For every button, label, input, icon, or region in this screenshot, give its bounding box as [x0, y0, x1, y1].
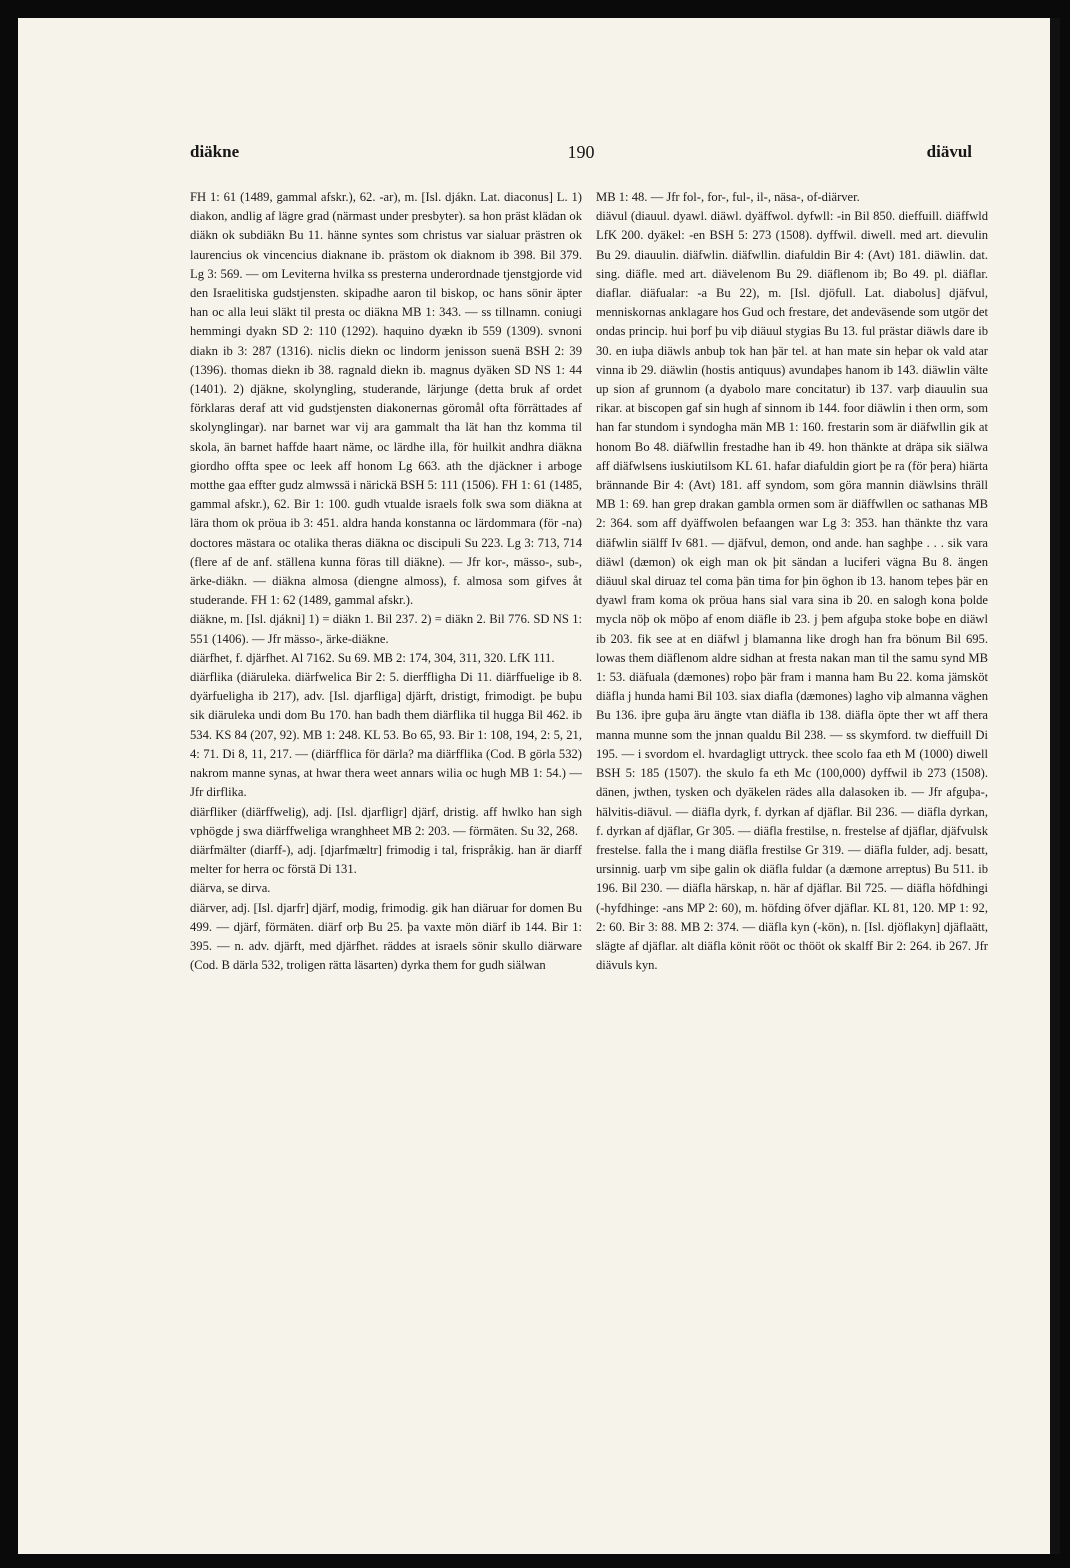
running-head-left: diäkne	[190, 142, 240, 161]
entry-diarver-continuation: MB 1: 48. — Jfr fol-, for-, ful-, il-, näsa-, of-diärver.	[596, 190, 860, 204]
page-edge-shadow	[1050, 18, 1060, 1554]
entry-diakn-continuation: FH 1: 61 (1489, gammal afskr.), 62. -ar), m. [Isl. djákn. Lat. diaconus] L. 1) diakon, andlig af lägre grad (närmast under presbyter). sa hon präst klädan ok diäkn ok subdiäkn Bu 11. hänne syntes som christus var sialuar prästren ok laurencius ok vincencius diaknane ib. prästom ok diaknom ib 398. Bil 379. Lg 3: 569. — om Leviterna hvilka ss presterna underordnade tjenstgjorde vid den Israelitiska gudstjensten. skipadhe aaron til biskop, oc hans sönir äpter han oc alla leui släkt til presta oc diäkna MB 1: 343. — ss tillnamn. coniugi hemmingi dyakn SD 2: 110 (1292). haquino dyækn ib 559 (1309). svnoni diakn ib 3: 287 (1316). niclis diekn oc lindorm jenisson suenä BSH 2: 39 (1396). thomas diekn ib 38. ragnald diekn ib. magnus dyäken SD NS 1: 44 (1401). 2) djäkne, skolyngling, studerande, lärjunge (detta bruk af ordet förklaras deraf att vid gudstjensten diakonernas göromål ofta förrättades af skolynglingar). nar barnet war vij ara gammalt tha lät han thz komma til skola, än barnet haffde haart näme, oc lärdhe illa, för huilkit andhra diäkna giordho offta spee oc leek aff honom Lg 663. ath the djäckner i arboge motthe gaa effter gudz almwssä i närickä BSH 5: 111 (1506). FH 1: 61 (1485, gammal afskr.), 62. Bir 1: 100. gudh vtualde israels folk swa som diäkna at lära thom ok pröua ib 3: 451. aldra handa konstanna oc lärdommara (för -na) doctores mästara oc otalika theras diäkna oc discipuli Su 223. Lg 3: 713, 714 (flere af de anf. ställena kunna föras till diäkne). — Jfr kor-, mässo-, sub-, ärke-diäkn. — diäkna almosa (diengne almoss), f. almosa som gifves åt studerande. FH 1: 62 (1489, gammal afskr.).	[190, 190, 582, 608]
entry-diakne: diäkne, m. [Isl. djákni] 1) = diäkn 1. Bil 237. 2) = diäkn 2. Bil 776. SD NS 1: 551 (1406). — Jfr mässo-, ärke-diäkne.	[190, 612, 582, 646]
page-header	[190, 142, 972, 172]
entry-diarva: diärva, se dirva.	[190, 881, 271, 896]
right-column	[596, 188, 988, 1403]
entry-diarfliker: diärfliker (diärffwelig), adj. [Isl. djarfligr] djärf, dristig. aff hwlko han sigh vphögde j swa diärffweliga wranghheet MB 2: 203. — förmäten. Su 32, 268.	[190, 804, 582, 838]
entry-diarflika: diärflika (diäruleka. diärfwelica Bir 2: 5. dierffligha Di 11. diärffuelige ib 8. dyärfueligha ib 217), adv. [Isl. djarfliga] djärft, dristigt, frimodigt. þe buþu sik diäruleka undi dom Bu 170. han badh them diärflika til hugga Bil 462. ib 534. KS 84 (207, 92). MB 1: 248. KL 53. Bo 65, 93. Bir 1: 108, 194, 2: 5, 21, 4: 71. Di 8, 11, 217. — (diärfflica för därla? ma diärfflika (Cod. B görla 532) nakrom manne synas, at hwar thera weet annars wilia oc hugh MB 1: 54.) — Jfr dirflika.	[190, 670, 582, 800]
entry-diavul: diävul (diauul. dyawl. diäwl. dyäffwol. dyfwll: -in Bil 850. dieffuill. diäffwld LfK 200. dyäkel: -en BSH 5: 273 (1508). dyffwil. diwell. med art. dievulin Bu 29. diauulin. diäfwlin. diäfwllin. diafuldin Bir 4: (Avt) 181. diäwlin. dat. sing. diäfle. med art. diävelenom Bu 29. diäflenom ib; Bo 49. pl. diäflar. diaflar. diäfualar: -a Bu 22), m. [Isl. djöfull. Lat. diabolus] djäfvul, menniskornas anklagare hos Gud och frestare, det andeväsende som utgör det ondas princip. hui þorf þu viþ diäuul stygias Bu 13. ful prästar diäwls dare ib 30. en iuþa diäwls anbuþ tok han þär tel. at han mate sin heþar ok vald atar vinna ib 29. diäwlin (hostis antiquus) avundaþes hanom ib 143. diäwlin välte up sion af grunnom (a dyabolo mare concitatur) ib 137. varþ diauulin sua rikar. at biscopen gaf sin hugh af sinnom ib 144. foor diäwlin i then orm, som han far stundom i syndogha män MB 1: 160. frestarin som är diäfwllin gik at honom Bo 48. diäfwllin frestadhe han ib 49. hon thänkte at dräpa sik siälwa aff diäfwlsens iuskiutilsom KL 61. hafar diafuldin giort þe ra (för þera) hiärta brännande Bir 4: (Avt) 181. aff syndom, som göra mannin diäwlsins thräll MB 1: 69. han grep drakan gambla ormen som är diäffwllen oc sathanas MB 2: 364. som aff dyäffwolen befaangen war Lg 3: 353. han thänkte thz vara diäfwlin siälff Iv 681. — djäfvul, demon, ond ande. han saghþe . . . sik vara diäwl (dæmon) ok eigh man ok þit sändan a luciferi vägna Bu 8. ängen diäuul skal diruaz tel coma þän tima for þin öghon ib 13. hanom teþes þär en dyawl fram koma ok pröua hans sial vara sina ib 20. en salogh kona þolde mycla nöþ ok möþo af enom diäfle ib 23. j þem afguþa stoke boþe en diäwl ib 203. fik see at en diäfwl j blamanna like drogh han fra bönum Bil 695. lowas them diäflenom aldre sidhan at fresta nakan man til the samu synd MB 1: 53. diäfuala (dæmones) roþo þär fram i manna ham Bu 22. koma jämsköt diäfla j hunda hami Bil 103. siax diafla (dæmones) lagho viþ almanna väghen Bu 136. iþre guþa äru ängte vtan diäfla ib 138. diäfla öpte ther wt aff thera manna munne som the jnnan qualdu Bil 238. — ss skymford. tw dieffuill Di 195. — i svordom el. hvardagligt uttryck. thee scolo faa eth M (1000) diwell BSH 5: 185 (1507). the skulo fa eth Mc (100,000) dyffwil ib 273 (1508). dänen, jwthen, tysken och dyäkelen rädes alla dalasoken ib. — Jfr afguþa-, hälvitis-diävul. — diäfla dyrk, f. dyrkan af djäflar. Bil 236. — diäfla dyrkan, f. dyrkan af djäflar, Gr 305. — diäfla frestilse, n. frestelse af djäflar, djäfvulsk frestelse. falla the i mang diäfla frestilse Gr 319. — diäfla fulder, adj. besatt, ursinnig. uarþ vm siþe galin ok diäfla fuldar (a dæmone arreptus) Bu 511. ib 196. Bil 230. — diäfla härskap, n. här af djäflar. Bil 725. — diäfla höfdhingi (-hyfdhinge: -ans MP 2: 60), m. höfding öfver djäflar. KL 81, 120. MP 1: 92, 2: 60. Bir 3: 88. MB 2: 374. — diäfla kyn (-kön), n. [Isl. djöflakyn] djäflaätt, slägte af djäflar. alt diäfla könit rööt oc thööt ok skalff Bir 2: 264. ib 267. Jfr diävuls kyn.	[596, 209, 988, 973]
left-column	[190, 188, 582, 1403]
page-number: 190	[567, 142, 595, 162]
dictionary-page	[18, 18, 1060, 1554]
entry-diarfmalter: diärfmälter (diarff-), adj. [djarfmæltr] frimodig i tal, frispråkig. han är diarff melter for herra oc förstä Di 131.	[190, 842, 582, 877]
entry-diarver: diärver, adj. [Isl. djarfr] djärf, modig, frimodig. gik han diäruar for domen Bu 499. — djärf, förmäten. diärf orþ Bu 25. þa vaxte mön diärf ib 144. Bir 1: 395. — n. adv. djärft, med djärfhet. räddes at israels sönir skullo diärware (Cod. B därla 532, troligen rätta läsarten) dyrka them for gudh siälwan	[190, 900, 582, 973]
running-head-right: diävul	[926, 142, 972, 161]
entry-diarfhet: diärfhet, f. djärfhet. Al 7162. Su 69. MB 2: 174, 304, 311, 320. LfK 111.	[190, 650, 555, 665]
